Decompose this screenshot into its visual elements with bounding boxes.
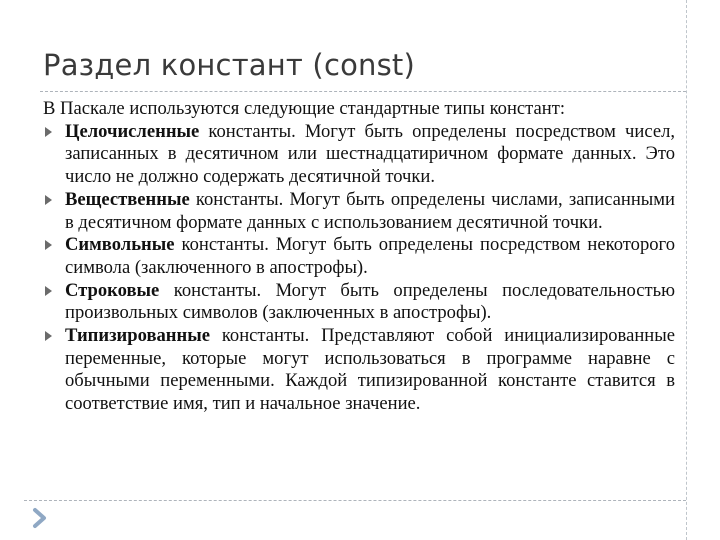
slide-title: Раздел констант (const) — [43, 48, 415, 82]
title-divider — [40, 91, 686, 92]
item-text: константы. Могут быть определены посредством чисел, записанных в десятичном или шестнадцатиричном формате данных. Это число не должно содержать десятичной точки. — [65, 120, 675, 188]
item-term: Типизированные — [65, 325, 210, 347]
slide-body — [43, 98, 675, 416]
right-guide-line — [686, 0, 687, 540]
list-item-string — [43, 280, 675, 325]
item-text: константы. Представляют собой инициализированные переменные, которые могут использоваться в программе наравне с обычными переменными. Каждой типизированной константе ставится в соответствие имя, тип и начальное значение. — [65, 325, 675, 415]
constant-types-list — [43, 121, 675, 416]
triangle-bullet-icon — [45, 195, 52, 205]
triangle-bullet-icon — [45, 240, 52, 250]
triangle-bullet-icon — [45, 127, 52, 137]
list-item-typed — [43, 325, 675, 416]
item-text: константы. Могут быть определены посредством некоторого символа (заключенного в апострофы). — [65, 234, 675, 278]
footer-divider — [24, 500, 686, 501]
triangle-bullet-icon — [45, 331, 52, 341]
item-text: константы. Могут быть определены последовательностью произвольных символов (заключенных в апострофы). — [65, 279, 675, 324]
list-item-integer — [43, 121, 675, 189]
item-term: Строковые — [65, 279, 160, 301]
intro-text: В Паскале используются следующие стандартные типы констант: — [43, 98, 566, 119]
list-item-char — [43, 234, 675, 279]
item-term: Вещественные — [65, 188, 190, 210]
item-term: Целочисленные — [65, 120, 200, 142]
list-item-real — [43, 189, 675, 234]
chevron-right-arrow-icon[interactable] — [28, 506, 52, 530]
triangle-bullet-icon — [45, 286, 52, 296]
item-text: константы. Могут быть определены числами, записанными в десятичном формате данных с использованием десятичной точки. — [65, 188, 675, 233]
item-term: Символьные — [65, 234, 175, 256]
